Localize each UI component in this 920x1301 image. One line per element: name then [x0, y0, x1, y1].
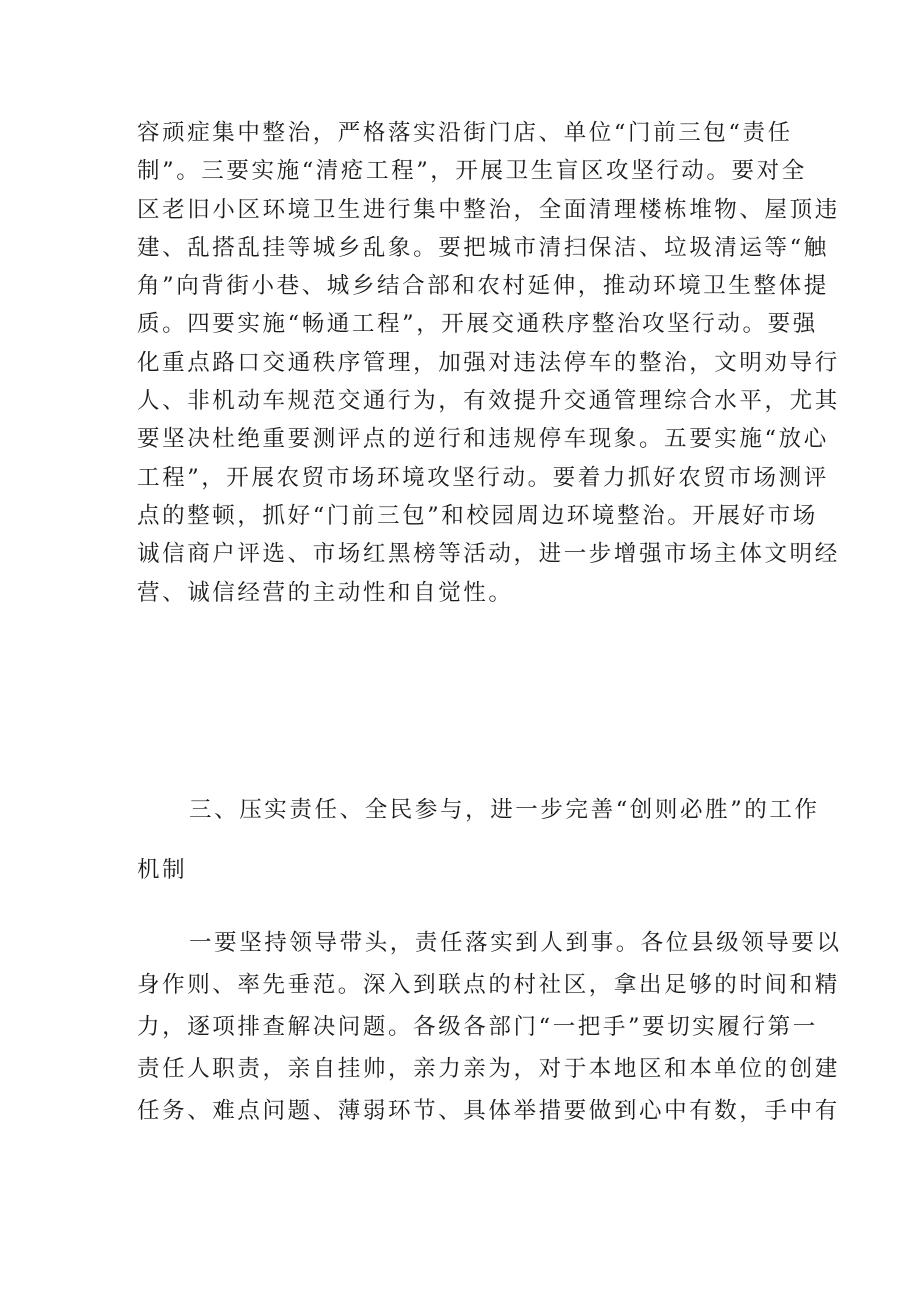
text-line: 容顽症集中整治，严格落实沿街门店、单位“门前三包“责任 [137, 120, 793, 146]
text-line: 质。四要实施“畅通工程”，开展交通秩序整治攻坚行动。要强 [137, 311, 818, 338]
text-line: 建、乱搭乱挂等城乡乱象。要把城市清扫保洁、垃圾清运等“触 [137, 234, 829, 261]
body-paragraph-continued [137, 114, 840, 612]
text-line: 角”向背街小巷、城乡结合部和农村延伸，推动环境卫生整体提 [137, 273, 829, 300]
section-heading [137, 780, 820, 900]
text-line: 点的整顿，抓好“门前三包”和校园周边环境整治。开展好市场 [137, 502, 818, 529]
text-line: 区老旧小区环境卫生进行集中整治，全面清理楼栋堆物、屋顶违 [137, 196, 840, 223]
text-line: 身作则、率先垂范。深入到联点的村社区，拿出足够的时间和精 [137, 972, 840, 998]
text-line: 诚信商户评选、市场红黑榜等活动，进一步增强市场主体文明经 [137, 541, 840, 568]
heading-line: 机制 [137, 857, 188, 883]
text-line: 一要坚持领导带头，责任落实到人到事。各位县级领导要以 [189, 930, 842, 956]
text-line: 要坚决杜绝重要测评点的逆行和违规停车现象。五要实施“放心 [137, 426, 829, 453]
text-line: 人、非机动车规范交通行为，有效提升交通管理综合水平，尤其 [137, 388, 840, 415]
text-line: 制”。三要实施“清疮工程”，开展卫生盲区攻坚行动。要对全 [137, 158, 807, 185]
text-line: 工程”，开展农贸市场环境攻坚行动。要着力抓好农贸市场测评 [137, 464, 829, 491]
body-paragraph-next [137, 922, 842, 1132]
text-line: 营、诚信经营的主动性和自觉性。 [137, 579, 514, 606]
text-line: 化重点路口交通秩序管理，加强对违法停车的整治，文明劝导行 [137, 349, 840, 376]
text-line: 力，逐项排查解决问题。各级各部门“一把手”要切实履行第一 [137, 1014, 818, 1040]
text-line: 任务、难点问题、薄弱环节、具体举措要做到心中有数，手中有 [137, 1098, 840, 1124]
heading-line: 三、压实责任、全民参与，进一步完善“创则必胜”的工作 [189, 797, 820, 823]
text-line: 责任人职责，亲自挂帅，亲力亲为，对于本地区和本单位的创建 [137, 1056, 840, 1082]
